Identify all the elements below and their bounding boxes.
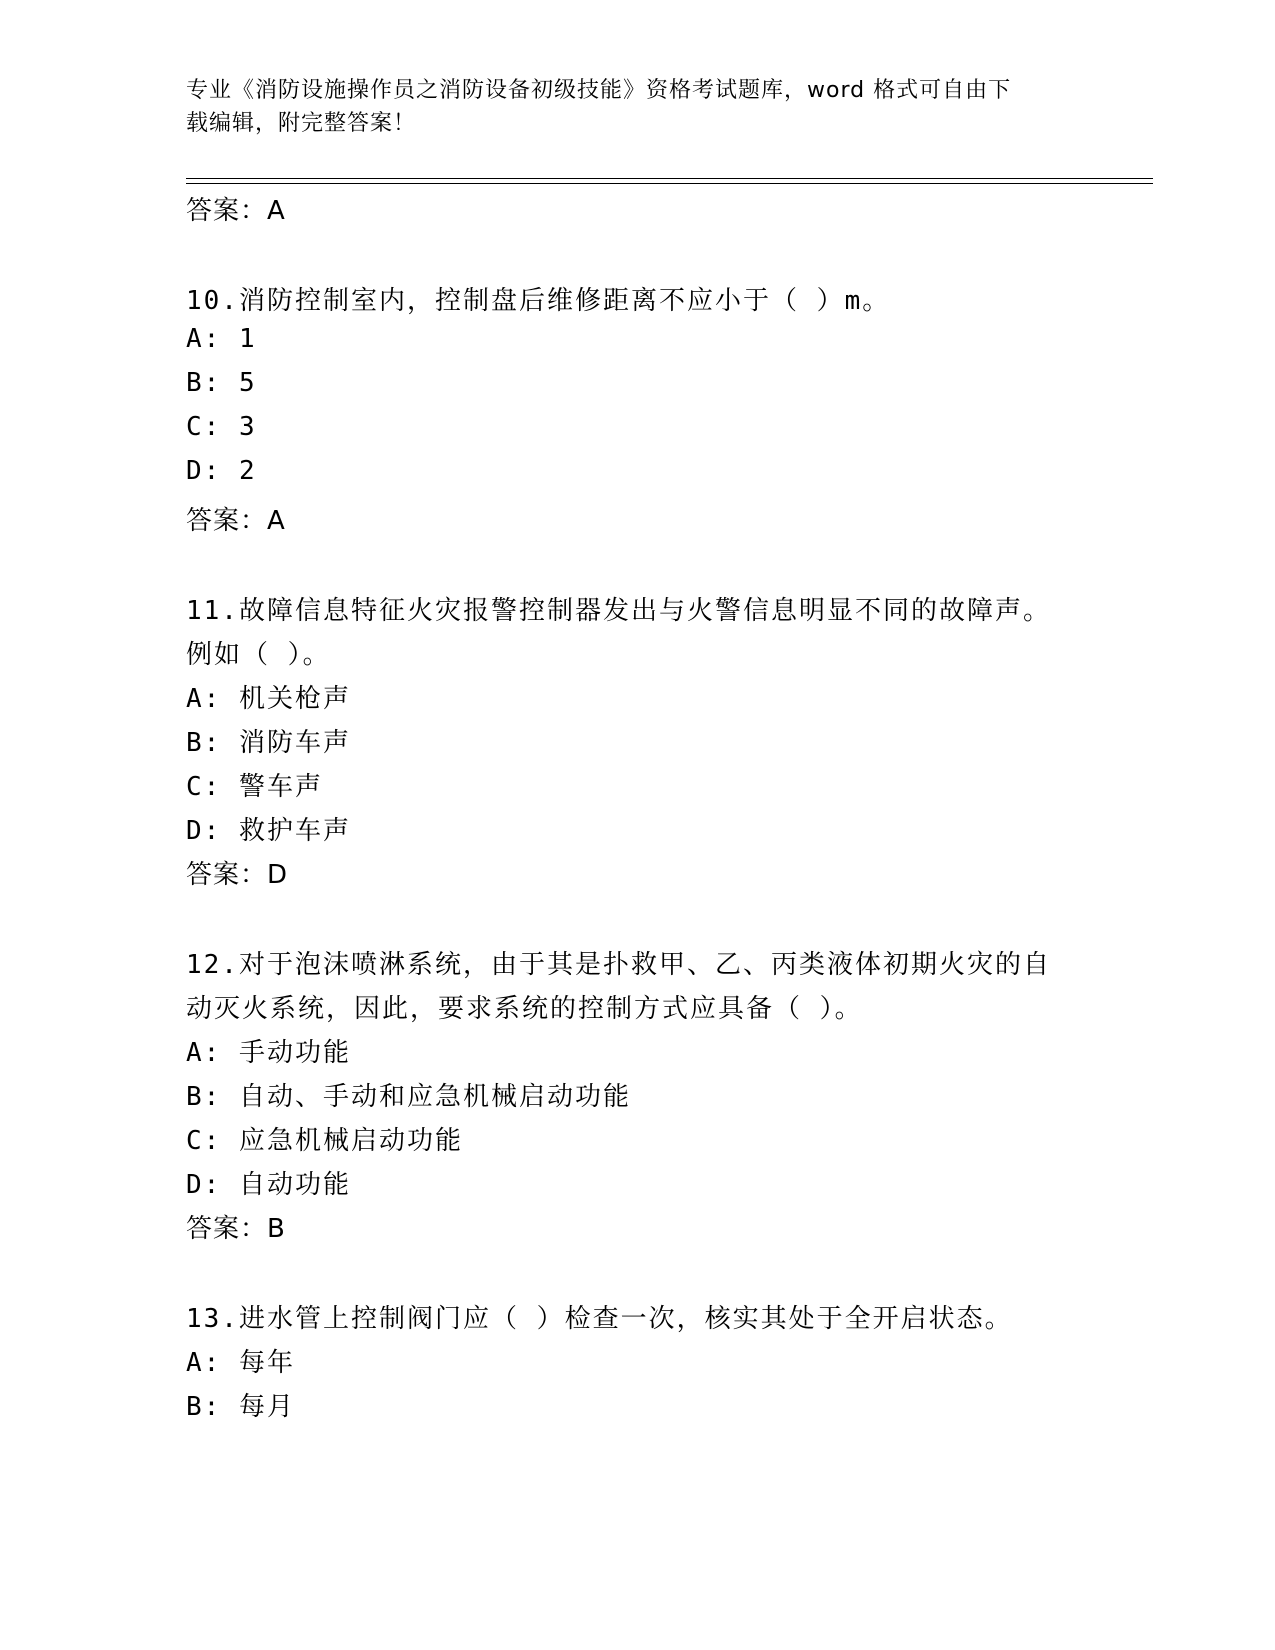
header-divider-top bbox=[186, 178, 1153, 179]
option-label: D: bbox=[186, 816, 222, 846]
question-stem: 10.消防控制室内，控制盘后维修距离不应小于（ ）m。 bbox=[186, 286, 891, 316]
option-text: 自动、手动和应急机械启动功能 bbox=[238, 1082, 631, 1112]
question-stem: 11.故障信息特征火灾报警控制器发出与火警信息明显不同的故障声。 bbox=[186, 596, 1051, 626]
option-c bbox=[186, 1120, 463, 1157]
answer-value: D bbox=[267, 860, 289, 890]
option-b bbox=[186, 1386, 295, 1423]
option-text: 应急机械启动功能 bbox=[238, 1126, 463, 1156]
answer-line bbox=[186, 1208, 286, 1245]
option-label: B: bbox=[186, 728, 222, 758]
option-label: B: bbox=[186, 1392, 222, 1422]
option-label: B: bbox=[186, 1082, 222, 1112]
question-stem-continued: 动灭火系统，因此，要求系统的控制方式应具备（ ）。 bbox=[186, 994, 863, 1024]
option-label: C: bbox=[186, 772, 222, 802]
option-label: A: bbox=[186, 324, 222, 354]
option-c bbox=[186, 766, 323, 803]
option-label: A: bbox=[186, 1348, 222, 1378]
option-text: 机关枪声 bbox=[238, 684, 351, 714]
option-text: 消防车声 bbox=[238, 728, 351, 758]
option-a bbox=[186, 678, 351, 715]
document-header bbox=[186, 74, 1086, 140]
option-a bbox=[186, 1342, 295, 1379]
answer-prefix: 答案： bbox=[186, 506, 268, 536]
option-text: 手动功能 bbox=[238, 1038, 351, 1068]
answer-line bbox=[186, 190, 286, 227]
option-text: 3 bbox=[238, 412, 257, 442]
option-label: A: bbox=[186, 1038, 222, 1068]
option-a bbox=[186, 1032, 351, 1069]
option-text: 1 bbox=[238, 324, 257, 354]
option-b bbox=[186, 722, 351, 759]
question-stem: 13.进水管上控制阀门应（ ）检查一次，核实其处于全开启状态。 bbox=[186, 1304, 1013, 1334]
question-stem-continued: 例如（ ）。 bbox=[186, 640, 331, 670]
option-text: 警车声 bbox=[238, 772, 323, 802]
answer-value: A bbox=[267, 506, 286, 536]
option-c bbox=[186, 412, 257, 442]
option-b bbox=[186, 368, 257, 398]
question-stem: 12.对于泡沫喷淋系统，由于其是扑救甲、乙、丙类液体初期火灾的自 bbox=[186, 950, 1051, 980]
option-b bbox=[186, 1076, 631, 1113]
option-text: 2 bbox=[238, 456, 257, 486]
answer-prefix: 答案： bbox=[186, 196, 268, 226]
option-text: 5 bbox=[238, 368, 257, 398]
header-divider-bottom bbox=[186, 183, 1153, 184]
option-label: B: bbox=[186, 368, 222, 398]
option-d bbox=[186, 1164, 351, 1201]
answer-prefix: 答案： bbox=[186, 1214, 268, 1244]
header-line-1: 专业《消防设施操作员之消防设备初级技能》资格考试题库，word 格式可自由下 bbox=[186, 78, 1012, 103]
answer-line bbox=[186, 854, 288, 891]
option-text: 救护车声 bbox=[238, 816, 351, 846]
option-text: 每年 bbox=[238, 1348, 295, 1378]
answer-value: B bbox=[267, 1214, 286, 1244]
option-label: A: bbox=[186, 684, 222, 714]
option-d bbox=[186, 810, 351, 847]
option-text: 每月 bbox=[238, 1392, 295, 1422]
option-label: C: bbox=[186, 412, 222, 442]
option-d bbox=[186, 456, 257, 486]
option-label: D: bbox=[186, 456, 222, 486]
option-label: C: bbox=[186, 1126, 222, 1156]
answer-value: A bbox=[267, 196, 286, 226]
answer-line bbox=[186, 500, 286, 537]
option-text: 自动功能 bbox=[238, 1170, 351, 1200]
answer-prefix: 答案： bbox=[186, 860, 268, 890]
option-label: D: bbox=[186, 1170, 222, 1200]
header-line-2: 载编辑，附完整答案！ bbox=[186, 111, 417, 136]
option-a bbox=[186, 324, 257, 354]
